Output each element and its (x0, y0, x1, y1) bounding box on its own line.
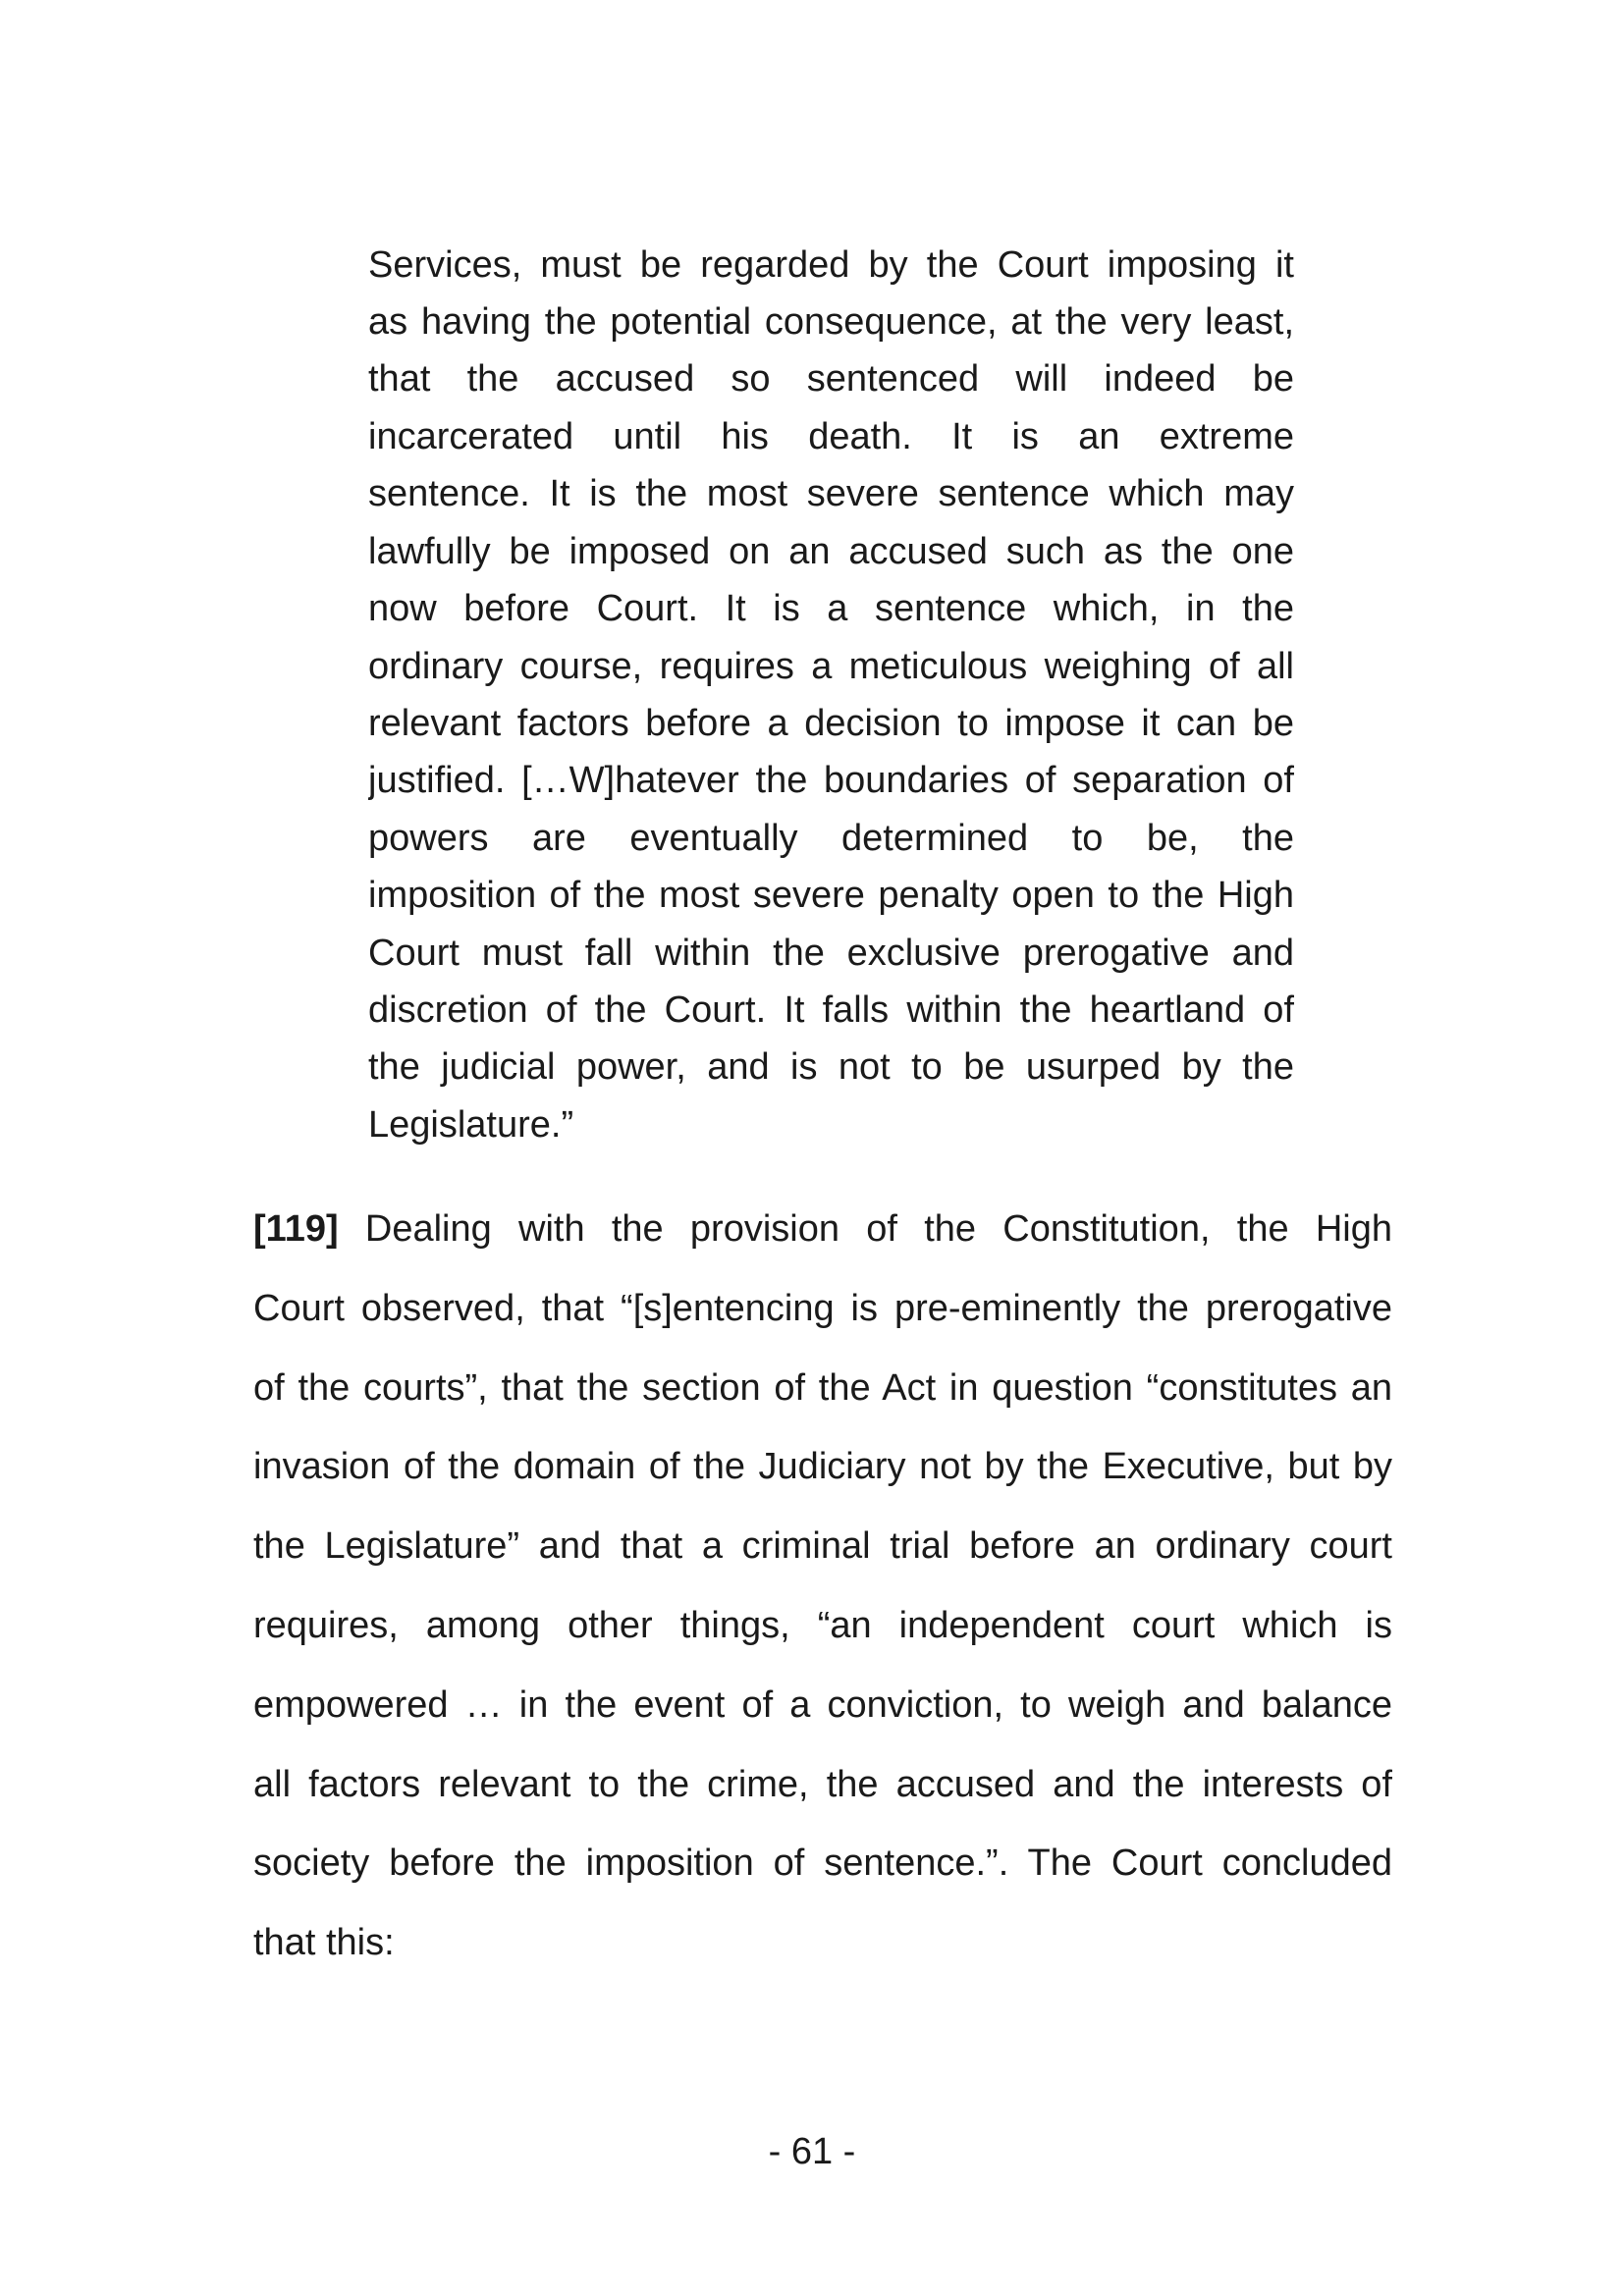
paragraph-number: [119] (253, 1208, 339, 1250)
quote-line: that the accused so sentenced will indeed be (368, 358, 1294, 400)
quote-line: the judicial power, and is not to be usurped by the (368, 1046, 1294, 1088)
paragraph-line: society before the imposition of sentence.”. The Court concluded (253, 1842, 1392, 1884)
quote-line: relevant factors before a decision to impose it can be (368, 703, 1294, 744)
quote-line: sentence. It is the most severe sentence which may (368, 473, 1294, 514)
paragraph-line: of the courts”, that the section of the Act in question “constitutes an (253, 1367, 1392, 1409)
paragraph-line: requires, among other things, “an independent court which is (253, 1605, 1392, 1646)
page-number: - 61 - (768, 2131, 856, 2172)
paragraph-first-line (253, 1207, 1392, 1251)
quote-line: lawfully be imposed on an accused such as the one (368, 531, 1294, 572)
paragraph-line: the Legislature” and that a criminal trial before an ordinary court (253, 1525, 1392, 1567)
quote-line: Services, must be regarded by the Court imposing it (368, 244, 1294, 286)
quote-line: Legislature.” (368, 1104, 574, 1146)
quote-line: as having the potential consequence, at the very least, (368, 301, 1294, 343)
quote-line: discretion of the Court. It falls within the heartland of (368, 989, 1294, 1031)
paragraph-line: empowered … in the event of a conviction, to weigh and balance (253, 1684, 1392, 1726)
paragraph-line: invasion of the domain of the Judiciary not by the Executive, but by (253, 1446, 1392, 1487)
quote-line: ordinary course, requires a meticulous weighing of all (368, 646, 1294, 687)
quote-line: powers are eventually determined to be, the (368, 818, 1294, 859)
paragraph-line: Court observed, that “[s]entencing is pre-eminently the prerogative (253, 1288, 1392, 1329)
paragraph-line: that this: (253, 1922, 395, 1963)
quote-line: imposition of the most severe penalty open to the High (368, 875, 1294, 916)
quote-line: Court must fall within the exclusive prerogative and (368, 933, 1294, 974)
quote-line: now before Court. It is a sentence which, in the (368, 588, 1294, 629)
quote-line: incarcerated until his death. It is an extreme (368, 416, 1294, 457)
paragraph-text: Dealing with the provision of the Constitution, the High (364, 1208, 1392, 1250)
quote-line: justified. […W]hatever the boundaries of separation of (368, 760, 1294, 801)
paragraph-line: all factors relevant to the crime, the accused and the interests of (253, 1764, 1392, 1805)
